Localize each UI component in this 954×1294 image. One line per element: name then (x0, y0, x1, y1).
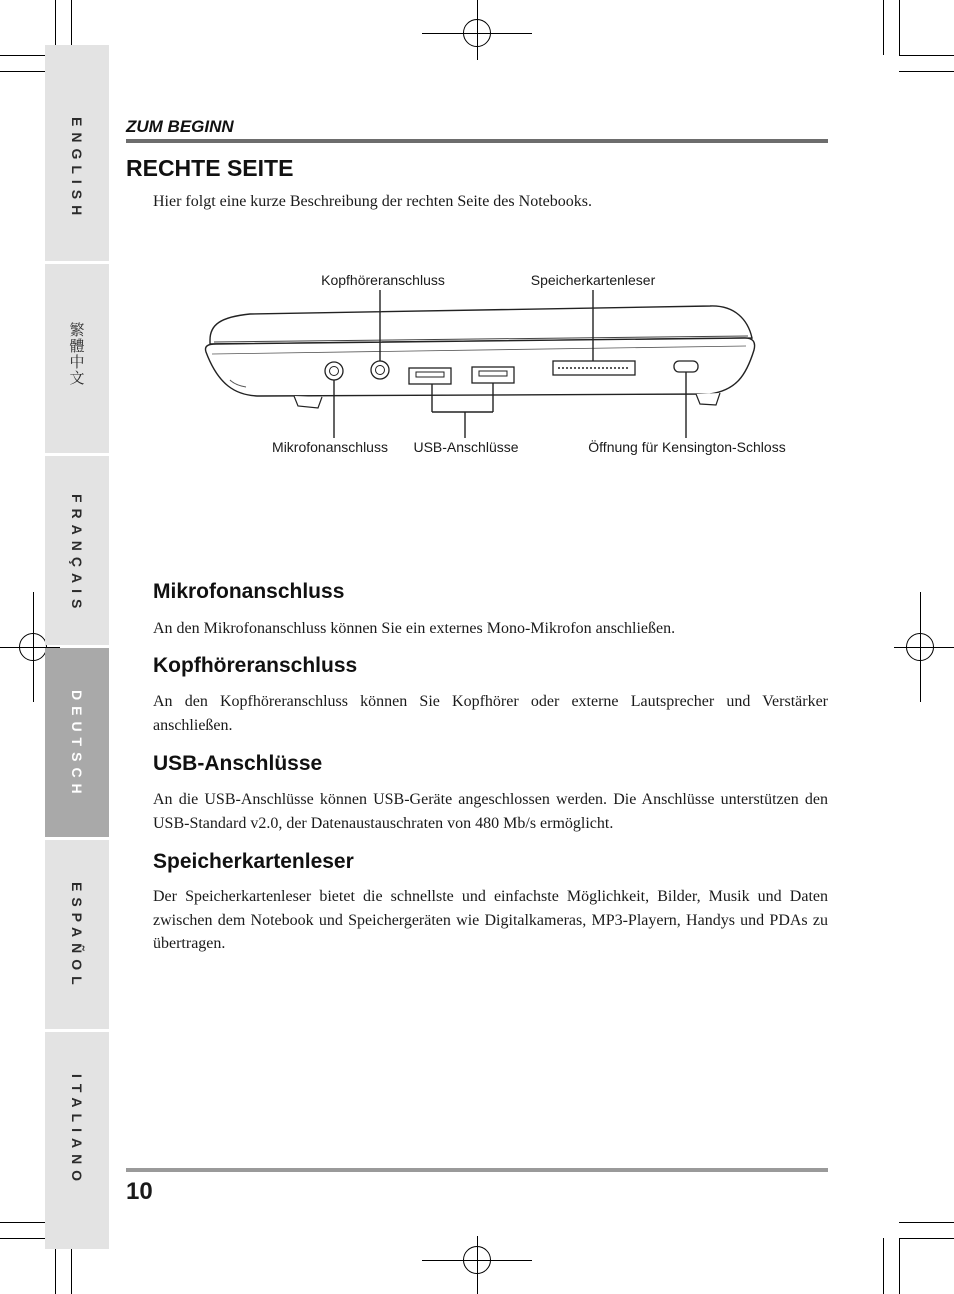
tab-deutsch[interactable] (45, 648, 109, 837)
foot-left (294, 396, 322, 408)
subheading-card-reader: Speicherkartenleser (153, 850, 354, 873)
tab-label: 繁體中文 (67, 322, 86, 386)
label-usb: USB-Anschlüsse (413, 439, 519, 455)
page-number: 10 (126, 1178, 153, 1205)
intro-text: Hier folgt eine kurze Beschreibung der rechten Seite des Notebooks. (153, 193, 592, 210)
tab-label: DEUTSCH (69, 690, 85, 800)
tab-english[interactable] (45, 45, 109, 261)
notebook-right-side-diagram (190, 260, 810, 470)
foot-right (696, 393, 720, 405)
subheading-usb: USB-Anschlüsse (153, 752, 323, 775)
tab-label: ENGLISH (69, 117, 85, 222)
subheading-headphone: Kopfhöreranschluss (153, 654, 358, 677)
label-microphone: Mikrofonanschluss (272, 439, 388, 455)
label-headphone: Kopfhöreranschluss (321, 272, 445, 288)
tab-espanol[interactable] (45, 840, 109, 1029)
tab-italiano[interactable] (45, 1032, 109, 1249)
tab-label: FRANÇAIS (69, 494, 85, 615)
paragraph-headphone: An den Kopfhöreranschluss können Sie Kopfhörer oder externe Lautsprecher und Verstärker anschließen. (153, 693, 828, 734)
paragraph-usb: An die USB-Anschlüsse können USB-Geräte angeschlossen werden. Die Anschlüsse unterstützen den USB-Standard v2.0, der Datenaustauschraten von 480 Mb/s ermöglicht. (153, 791, 828, 832)
page-title: RECHTE SEITE (126, 155, 294, 181)
label-kensington: Öffnung für Kensington-Schloss (588, 439, 786, 455)
label-card-reader: Speicherkartenleser (530, 272, 656, 288)
section-heading: ZUM BEGINN (126, 117, 234, 136)
paragraph-microphone: An den Mikrofonanschluss können Sie ein externes Mono-Mikrofon anschließen. (153, 620, 676, 637)
header-rule (126, 139, 828, 143)
paragraph-card-reader: Der Speicherkartenleser bietet die schnellste und einfachste Möglichkeit, Bilder, Musik und Daten zwischen dem Notebook und Speichergeräten wie Digitalkameras, MP3-Playern, Handys und PDAs zu übertragen. (153, 888, 828, 952)
tab-francais[interactable] (45, 456, 109, 645)
kensington-slot (674, 361, 698, 372)
tab-label: ITALIANO (69, 1074, 85, 1188)
tab-label: ESPAÑOL (69, 882, 85, 991)
footer-rule (126, 1168, 828, 1172)
subheading-microphone: Mikrofonanschluss (153, 580, 345, 603)
tab-traditional-chinese[interactable] (45, 264, 109, 453)
